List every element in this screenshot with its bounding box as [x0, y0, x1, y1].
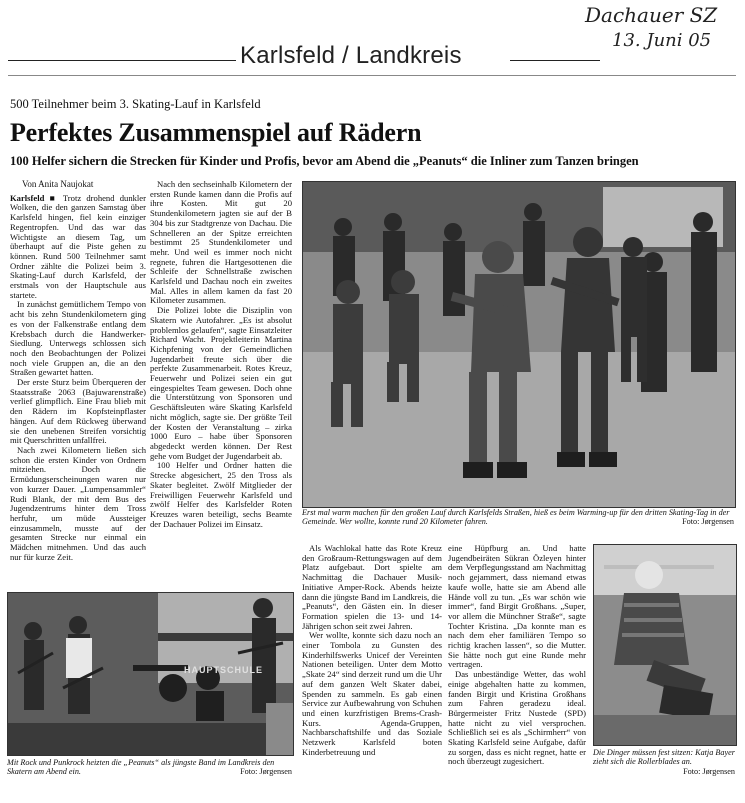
byline: Von Anita Naujokat — [22, 179, 94, 189]
band-photo-sign: HAUPTSCHULE — [184, 665, 264, 675]
text-column-4 — [448, 544, 586, 767]
handwritten-date: 13. Juni 05 — [612, 30, 712, 51]
header-rule-right — [510, 60, 600, 61]
article-kicker: 500 Teilnehmer beim 3. Skating-Lauf in Karlsfeld — [10, 97, 261, 111]
girl-illustration — [594, 545, 736, 745]
photo-credit: Foto: Jørgensen — [683, 766, 735, 776]
band-photo-caption — [7, 758, 292, 777]
band-photo — [7, 592, 294, 756]
paragraph: Der erste Sturz beim Überqueren der Staatsstraße 2063 (Bajuwarenstraße) verlief glimpflich. Eine Frau blieb mit den Rädern im Kopfsteinpflaster hängen. Auf dem Rückweg überwand sie den unebenen Streifen vorsichtig mit Querschritten unfallfrei. — [10, 377, 146, 446]
photo-credit: Foto: Jørgensen — [682, 517, 734, 527]
paragraph: Wer wollte, konnte sich dazu noch an einer Tombola zu Gunsten des Kinderhilfswerks Unicef der Vereinten Nationen beteiligen. Unter dem Motto „Skate 24“ sind derzeit rund um die Uhr auf dem ganzen Welt Skater dabei, Spenden zu sammeln. Es gab einen Service zur Aufbewahrung von Schuhen und einen kurzfristigen Brems-Crash-Kurs. Agenda-Gruppen, Nachbarschaftshilfe und das Soziale Netzwerk Karlsfeld boten Kinderbetreuung und — [302, 630, 442, 757]
paragraph: In zunächst gemütlichem Tempo von acht bis zehn Stundenkilometern ging es von der Falkenstraße entlang dem Krebsbach durch die Handwerker-Siedlung. Unterwegs schlossen sich noch den Beobachtungen der Polizei noch viele Gruppen an, die an den Straßen gewartet hatten. — [10, 299, 146, 378]
paragraph: Karlsfeld ■ Trotz drohend dunkler Wolken, die den ganzen Samstag über Karlsfeld hingen, fiel kein einziger Regentropfen. Und das war das Wichtigste an diesem Tag, um überhaupt auf die Piste gehen zu können. Rund 500 Teilnehmer samt Ordner zählte die Polizei beim 3. Skating-Lauf durch Karlsfeld, der erstmals von der Hauptschule aus startete. — [10, 192, 146, 300]
caption-text: Mit Rock und Punkrock heizten die „Peanuts“ als jüngste Band im Landkreis den Skatern am Abend ein. — [7, 758, 275, 777]
handwritten-source: Dachauer SZ — [585, 3, 718, 27]
paragraph-text: Trotz drohend dunkler Wolken, die den ganzen Samstag über Karlsfeld hingen, fiel kein einziger Regentropfen. Und das war das Wichtigste an diesem Tag, um überhaupt auf die Piste gehen zu können. Rund 500 Teilnehmer samt Ordner zählte die Polizei beim 3. Skating-Lauf durch Karlsfeld, der erstmals von der Hauptschule aus startete. — [10, 192, 146, 300]
section-title: Karlsfeld / Landkreis — [240, 42, 462, 69]
caption-text: Die Dinger müssen fest sitzen: Katja Bayer zieht sich die Rollerblades an. — [593, 748, 735, 767]
girl-photo-caption — [593, 748, 735, 776]
text-column-3 — [302, 544, 442, 757]
paragraph: Als Wachlokal hatte das Rote Kreuz den Großraum-Rettungswagen auf dem Platz aufgebaut. Dort spielte am Nachmittag die Dachauer Musik-Initiative Amper-Rock. Abends heizte dann die jüngste Band im Landkreis, die „Peanuts“, den Gästen ein. In dieser Formation spielen die 13- und 14-Jährigen schon seit zwei Jahren. — [302, 543, 442, 631]
paragraph: eine Hüpfburg an. Und hatte Jugendbeiräten Sükran Özleyen hinter dem Verpflegungsstand am Nachmittag noch gejammert, dass niemand etwas kaufe wolle, hatte sie am Abend alle Hände voll zu tun. „Es war schön wie immer“, fand Birgit Großhans. „Super, vor allem die Münchner Straße“, sagte Tochter Kristina. „Da konnte man es nach dem eher familiären Tempo so richtig krachen lassen“, so die Mutter. Sie hätte noch gut eine Runde mehr vertragen. — [448, 543, 586, 670]
caption-text: Erst mal warm machen für den großen Lauf durch Karlsfelds Straßen, hieß es beim Warming-up für den dritten Skating-Tag in der Gemeinde. Wer wollte, konnte rund 20 Kilometer fahren. — [302, 508, 730, 527]
dateline: Karlsfeld — [10, 192, 45, 203]
header-rule-bottom — [8, 75, 736, 76]
article-headline: Perfektes Zusammenspiel auf Rädern — [10, 118, 422, 147]
girl-photo — [593, 544, 737, 746]
text-column-1 — [10, 180, 146, 562]
photo-credit: Foto: Jørgensen — [240, 767, 292, 777]
skaters-illustration — [303, 182, 735, 507]
main-photo-skaters — [302, 181, 736, 508]
header-rule-left — [8, 60, 236, 61]
paragraph: Das unbeständige Wetter, das wohl einige abgehalten hatte zu kommen, fanden Birgit und Kristina Großhans zum Fahren geradezu ideal. Bürgermeister Fritz Nustede (SPD) hatte nicht zu viel versprochen. Schließlich sei es als „Schirmherr“ von Skating Karlsfeld seine Aufgabe, dafür zu sorgen, dass es nicht regnet, hatte er noch überzeugt zugesichert. — [448, 669, 586, 767]
paragraph: Die Polizei lobte die Disziplin von Skatern wie Autofahrer. „Es ist absolut problemlos gelaufen“, sagte Einsatzleiter Richard Wacht. Projektleiterin Martina Kichpfening von der Gemeindlichen Jugendarbeit freute sich über die perfekte Zusammenarbeit. Rotes Kreuz, Feuerwehr und Polizei seien ein gut eingespieltes Team gewesen. Doch ohne die Unterstützung von Sponsoren und Geschäftsleuten wäre Skating Karlsfeld nicht möglich, sagte sie. Der größte Teil der Kosten der Veranstaltung – zirka 1000 Euro – habe über Sponsoren abgedeckt werden können. Der Rest gehe vom Budget der Jugendarbeit ab. — [150, 305, 292, 461]
article-subheadline: 100 Helfer sichern die Strecken für Kinder und Profis, bevor am Abend die „Peanuts“ die Inliner zum Tanzen bringen — [10, 154, 639, 168]
paragraph: Nach zwei Kilometern ließen sich schon die ersten Kinder von Ordnern mitziehen. Doch die Ermüdungserscheinungen waren nur von kurzer Dauer. „Lumpensammler“ Rudi Blank, der mit dem Bus des Jugendzentrums hinter dem Tross herfuhr, um müde Aussteiger einzusammeln, musste auf der gesamten Strecke nur einmal ein Mädchen mitnehmen. Und das auch nur für kurze Zeit. — [10, 444, 146, 562]
main-photo-caption — [302, 508, 734, 527]
paragraph: Nach den sechseinhalb Kilometern der ersten Runde kamen dann die Profis auf ihre Kosten. Mit gut 20 Stundenkilometern jagten sie auf der B 304 bis zur Stadtgrenze von Dachau. Die Schnelleren an der Spitze erreichten bestimmt 25 Stundenkilometer und mehr. Und weil es immer noch nicht regnete, fuhren die Hartgesottenen die Schleife der Schnellstraße zwischen Karlsfeld und Dachau noch ein zweites Mal. Alles in allem kamen da fast 20 Kilometer zusammen. — [150, 179, 292, 306]
paragraph: 100 Helfer und Ordner hatten die Strecke abgesichert, 25 den Tross als Skater begleitet. Zwölf Mitglieder der Freiwilligen Feuerwehr Karlsfeld und zwölf Helfer des Karlsfelder Roten Kreuzes waren beteiligt, sechs Beamte der Dachauer Polizei im Einsatz. — [150, 460, 292, 529]
text-column-2 — [150, 180, 292, 529]
